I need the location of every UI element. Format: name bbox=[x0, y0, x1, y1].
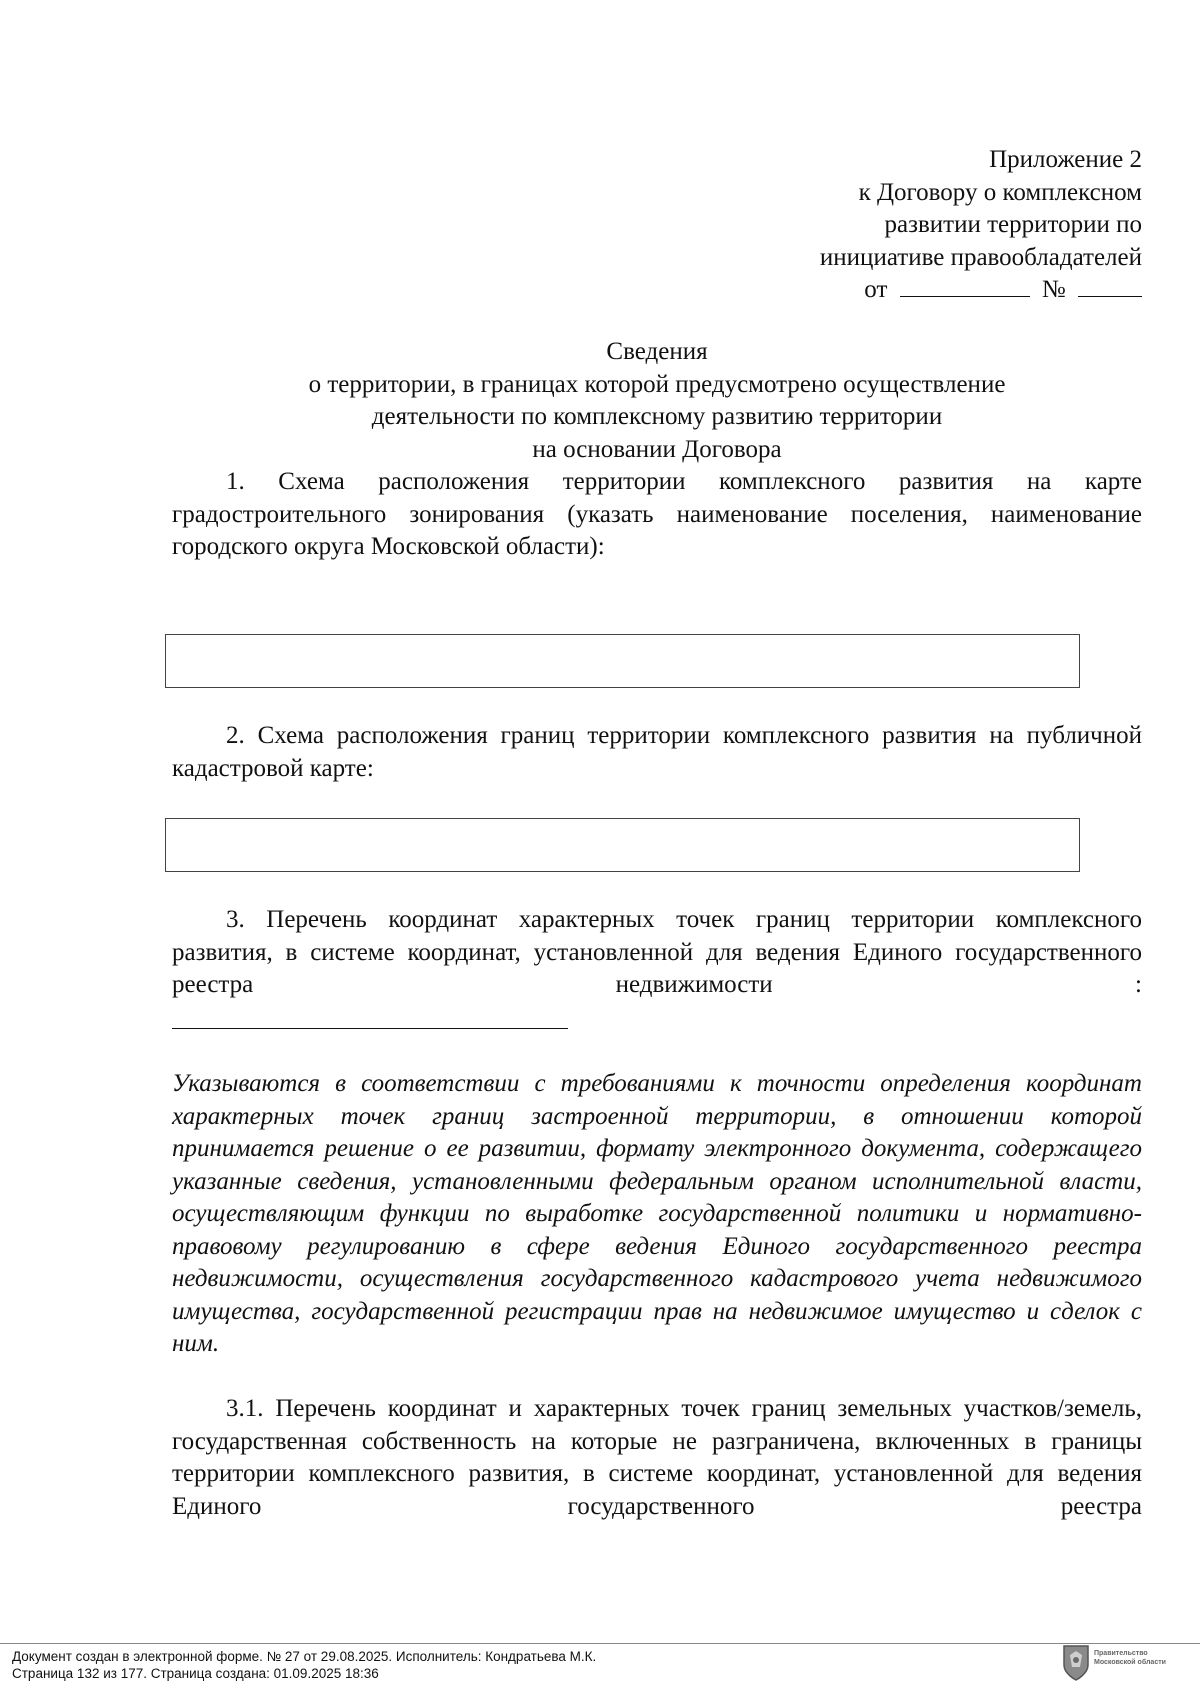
section-3-text: 3. Перечень координат характерных точек границ территории комплексного развития, в системе координат, установленной для ведения Единого государственного реестра недвижимости : bbox=[172, 906, 1142, 998]
emblem-line-2: Московской области bbox=[1094, 1659, 1166, 1666]
title-line-3: деятельности по комплексному развитию территории bbox=[371, 403, 943, 430]
coordinates-note: Указываются в соответствии с требованиями к точности определения координат характерных точек границ застроенной территории, в отношении которой принимается решение о ее развитии, формату электронного документа, содержащего указанные сведения, установленными федеральным органом исполнительной власти, осуществляющим функции по выработке государственной политики и нормативно-правовому регулированию в сфере ведения Единого государственного реестра недвижимости, осуществления государственного кадастрового учета недвижимого имущества, государственной регистрации прав на недвижимое имущество и сделок с ним. bbox=[172, 1070, 1142, 1357]
document-title bbox=[172, 336, 1142, 466]
title-line-4: на основании Договора bbox=[532, 435, 782, 463]
date-prefix: от bbox=[864, 276, 888, 303]
number-blank-field[interactable] bbox=[1078, 276, 1142, 297]
section-3-1-text: 3.1. Перечень координат и характерных точек границ земельных участков/земель, государственная собственность на которые не разграничена, включенных в границы территории комплексного развития, в системе координат, установленной для ведения Единого государственного реестра bbox=[172, 1395, 1142, 1520]
title-line-2: о территории, в границах которой предусмотрено осуществление bbox=[308, 370, 1006, 398]
appendix-date-number-line bbox=[820, 274, 1142, 307]
date-blank-field[interactable] bbox=[900, 276, 1030, 297]
footer-divider bbox=[0, 1643, 1200, 1644]
appendix-line-4: инициативе правообладателей bbox=[819, 243, 1142, 271]
number-sign: № bbox=[1041, 276, 1066, 303]
appendix-line-3: развитии территории по bbox=[884, 211, 1142, 238]
footer-line-1: Документ создан в электронной форме. № 27 от 29.08.2025. Исполнитель: Кондратьева М.К. bbox=[12, 1649, 597, 1664]
section-1-text: 1. Схема расположения территории комплексного развития на карте градостроительного зонирования (указать наименование поселения, наименование городского округа Московской области): bbox=[172, 468, 1142, 560]
coat-of-arms-icon bbox=[1061, 1643, 1091, 1683]
section-2-text: 2. Схема расположения границ территории комплексного развития на публичной кадастровой карте: bbox=[172, 722, 1142, 782]
section-1-scheme-box bbox=[165, 634, 1080, 688]
appendix-header bbox=[820, 144, 1142, 307]
emblem-line-1: Правительство bbox=[1094, 1650, 1148, 1657]
appendix-line-1: Приложение 2 bbox=[989, 146, 1142, 173]
section-2-scheme-box bbox=[165, 818, 1080, 872]
title-line-1: Сведения bbox=[606, 338, 708, 365]
section-3-blank-field[interactable] bbox=[172, 1028, 568, 1029]
footer bbox=[12, 1648, 596, 1682]
appendix-line-2: к Договору о комплексном bbox=[858, 178, 1142, 206]
government-emblem bbox=[1061, 1641, 1191, 1685]
footer-line-2: Страница 132 из 177. Страница создана: 01.09.2025 18:36 bbox=[12, 1666, 379, 1681]
